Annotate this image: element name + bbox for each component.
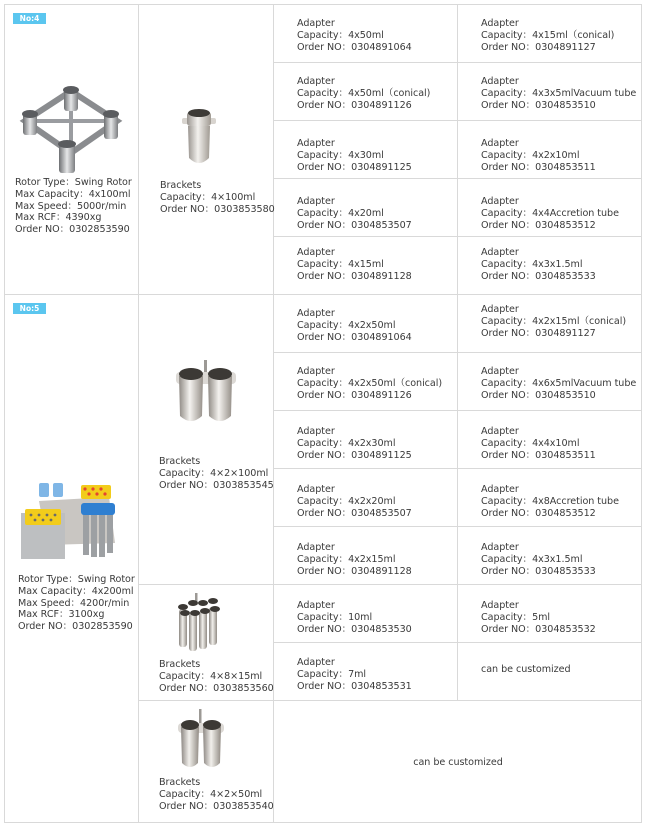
bracket-order-no: Order NO：0303853560 <box>159 682 274 694</box>
adapter-order-no: Order NO：0304891125 <box>297 161 412 173</box>
adapter-capacity: Capacity：4x8Accretion tube <box>481 495 619 507</box>
adapter-order-no: Order NO：0304891125 <box>297 449 412 461</box>
adapter-capacity: Capacity：4x50ml（conical) <box>297 87 431 99</box>
adapter-title: Adapter <box>481 484 519 495</box>
adapter-cell <box>274 585 458 643</box>
adapter-order-no: Order NO：0304853512 <box>481 507 596 519</box>
rotor-max-capacity: Max Capacity：4x200ml <box>18 585 134 597</box>
bracket-capacity: Capacity：4×2×100ml <box>159 467 269 479</box>
adapter-order-no: Order NO：0304853530 <box>297 623 412 635</box>
bracket-cell <box>139 295 274 585</box>
adapter-capacity: Capacity：4x2x50ml <box>297 319 396 331</box>
rotor-adapter-table <box>4 4 642 823</box>
rotor-cell-no4 <box>5 5 139 295</box>
adapter-capacity: Capacity：4x2x20ml <box>297 495 396 507</box>
adapter-order-no: Order NO：0304853512 <box>481 219 596 231</box>
adapter-capacity: Capacity：7ml <box>297 668 367 680</box>
adapter-order-no: Order NO：0304853511 <box>481 161 596 173</box>
bracket-cell <box>139 585 274 701</box>
adapter-title: Adapter <box>481 304 519 315</box>
adapter-cell <box>458 295 642 353</box>
adapter-order-no: Order NO：0304853533 <box>481 565 596 577</box>
section-badge: No:4 <box>13 13 46 24</box>
rotor-max-capacity: Max Capacity：4x100ml <box>15 188 131 200</box>
adapter-order-no: Order NO：0304853533 <box>481 270 596 282</box>
adapter-title: Adapter <box>481 542 519 553</box>
adapter-title: Adapter <box>481 76 519 87</box>
bracket-title: Brackets <box>159 659 201 670</box>
bracket-title: Brackets <box>160 180 202 191</box>
adapter-cell <box>274 353 458 411</box>
adapter-title: Adapter <box>481 600 519 611</box>
adapter-capacity: Capacity：5ml <box>481 611 551 623</box>
bracket-cell <box>139 701 274 823</box>
adapter-cell <box>458 527 642 585</box>
adapter-title: Adapter <box>481 366 519 377</box>
adapter-title: Adapter <box>297 138 335 149</box>
adapter-capacity: Capacity：4x4Accretion tube <box>481 207 619 219</box>
adapter-order-no: Order NO：0304853531 <box>297 680 412 692</box>
rotor-type: Rotor Type：Swing Rotor <box>18 574 135 585</box>
adapter-title: Adapter <box>297 247 335 258</box>
adapter-capacity: Capacity：4x30ml <box>297 149 384 161</box>
adapter-capacity: Capacity：4x6x5mlVacuum tube <box>481 377 637 389</box>
rotor-order-no: Order NO：0302853590 <box>18 621 133 633</box>
adapter-cell <box>458 237 642 295</box>
adapter-order-no: Order NO：0304853510 <box>481 99 596 111</box>
adapter-title: Adapter <box>297 76 335 87</box>
adapter-cell <box>458 121 642 179</box>
adapter-order-no: Order NO：0304891127 <box>481 327 596 339</box>
adapter-cell <box>274 469 458 527</box>
customizable-note: can be customized <box>481 664 571 675</box>
adapter-order-no: Order NO：0304891126 <box>297 389 412 401</box>
rotor-type: Rotor Type：Swing Rotor <box>15 177 132 188</box>
adapter-capacity: Capacity：4x15ml（conical) <box>481 29 615 41</box>
section-badge: No:5 <box>13 303 46 314</box>
bracket-capacity: Capacity：4×100ml <box>160 191 256 203</box>
adapter-cell <box>274 179 458 237</box>
adapter-cell <box>458 353 642 411</box>
adapter-order-no: Order NO：0304891126 <box>297 99 412 111</box>
swing-rotor-4x100ml-image <box>19 83 123 175</box>
adapter-cell <box>274 237 458 295</box>
adapter-title: Adapter <box>481 247 519 258</box>
adapter-cell <box>458 63 642 121</box>
adapter-title: Adapter <box>481 138 519 149</box>
adapter-capacity: Capacity：4x3x1.5ml <box>481 553 583 565</box>
adapter-order-no: Order NO：0304891128 <box>297 270 412 282</box>
adapter-capacity: Capacity：10ml <box>297 611 373 623</box>
adapter-order-no: Order NO：0304853507 <box>297 507 412 519</box>
adapter-cell <box>274 643 458 701</box>
adapter-cell <box>274 295 458 353</box>
adapter-title: Adapter <box>297 542 335 553</box>
adapter-order-no: Order NO：0304891128 <box>297 565 412 577</box>
adapter-title: Adapter <box>481 196 519 207</box>
adapter-order-no: Order NO：0304891064 <box>297 41 412 53</box>
swing-rotor-4x200ml-image <box>19 479 123 563</box>
bracket-double-50ml-image <box>177 709 225 771</box>
bracket-eight-tube-image <box>173 593 223 653</box>
adapter-title: Adapter <box>297 426 335 437</box>
bracket-cell <box>139 5 274 295</box>
adapter-capacity: Capacity：4x3x5mlVacuum tube <box>481 87 637 99</box>
adapter-cell <box>458 585 642 643</box>
adapter-title: Adapter <box>297 484 335 495</box>
bracket-order-no: Order NO：0303853540 <box>159 800 274 812</box>
rotor-cell-no5 <box>5 295 139 823</box>
bracket-capacity: Capacity：4×8×15ml <box>159 670 263 682</box>
bracket-double-bucket-image <box>175 360 237 426</box>
adapter-cell <box>274 121 458 179</box>
adapter-cell <box>274 63 458 121</box>
bracket-order-no: Order NO：0303853545 <box>159 479 274 491</box>
adapter-title: Adapter <box>297 600 335 611</box>
adapter-capacity: Capacity：4x50ml <box>297 29 384 41</box>
adapter-capacity: Capacity：4x2x15ml（conical) <box>481 315 627 327</box>
adapter-title: Adapter <box>481 426 519 437</box>
rotor-max-rcf: Max RCF：3100xg <box>18 609 105 621</box>
adapter-cell <box>458 179 642 237</box>
bracket-capacity: Capacity：4×2×50ml <box>159 788 263 800</box>
custom-note-cell <box>458 643 642 701</box>
adapter-title: Adapter <box>297 196 335 207</box>
adapter-cell <box>274 5 458 63</box>
adapter-capacity: Capacity：4x3x1.5ml <box>481 258 583 270</box>
rotor-max-speed: Max Speed：5000r/min <box>15 200 127 212</box>
custom-note-cell-large <box>274 701 642 823</box>
rotor-order-no: Order NO：0302853590 <box>15 224 130 236</box>
bracket-order-no: Order NO：0303853580 <box>160 203 275 215</box>
bracket-title: Brackets <box>159 777 201 788</box>
adapter-cell <box>274 527 458 585</box>
adapter-order-no: Order NO：0304853511 <box>481 449 596 461</box>
bracket-single-bucket-image <box>181 108 217 168</box>
adapter-capacity: Capacity：4x2x15ml <box>297 553 396 565</box>
adapter-title: Adapter <box>481 18 519 29</box>
adapter-cell <box>458 411 642 469</box>
adapter-order-no: Order NO：0304853510 <box>481 389 596 401</box>
adapter-order-no: Order NO：0304853507 <box>297 219 412 231</box>
adapter-capacity: Capacity：4x2x30ml <box>297 437 396 449</box>
adapter-capacity: Capacity：4x2x10ml <box>481 149 580 161</box>
adapter-title: Adapter <box>297 308 335 319</box>
adapter-cell <box>274 411 458 469</box>
adapter-capacity: Capacity：4x20ml <box>297 207 384 219</box>
adapter-order-no: Order NO：0304891064 <box>297 331 412 343</box>
adapter-cell <box>458 5 642 63</box>
adapter-cell <box>458 469 642 527</box>
adapter-title: Adapter <box>297 657 335 668</box>
customizable-note: can be customized <box>413 757 503 768</box>
rotor-max-speed: Max Speed：4200r/min <box>18 597 130 609</box>
adapter-order-no: Order NO：0304891127 <box>481 41 596 53</box>
rotor-max-rcf: Max RCF：4390xg <box>15 212 102 224</box>
adapter-title: Adapter <box>297 366 335 377</box>
adapter-order-no: Order NO：0304853532 <box>481 623 596 635</box>
adapter-title: Adapter <box>297 18 335 29</box>
bracket-title: Brackets <box>159 456 201 467</box>
adapter-capacity: Capacity：4x2x50ml（conical) <box>297 377 443 389</box>
adapter-capacity: Capacity：4x4x10ml <box>481 437 580 449</box>
adapter-capacity: Capacity：4x15ml <box>297 258 384 270</box>
